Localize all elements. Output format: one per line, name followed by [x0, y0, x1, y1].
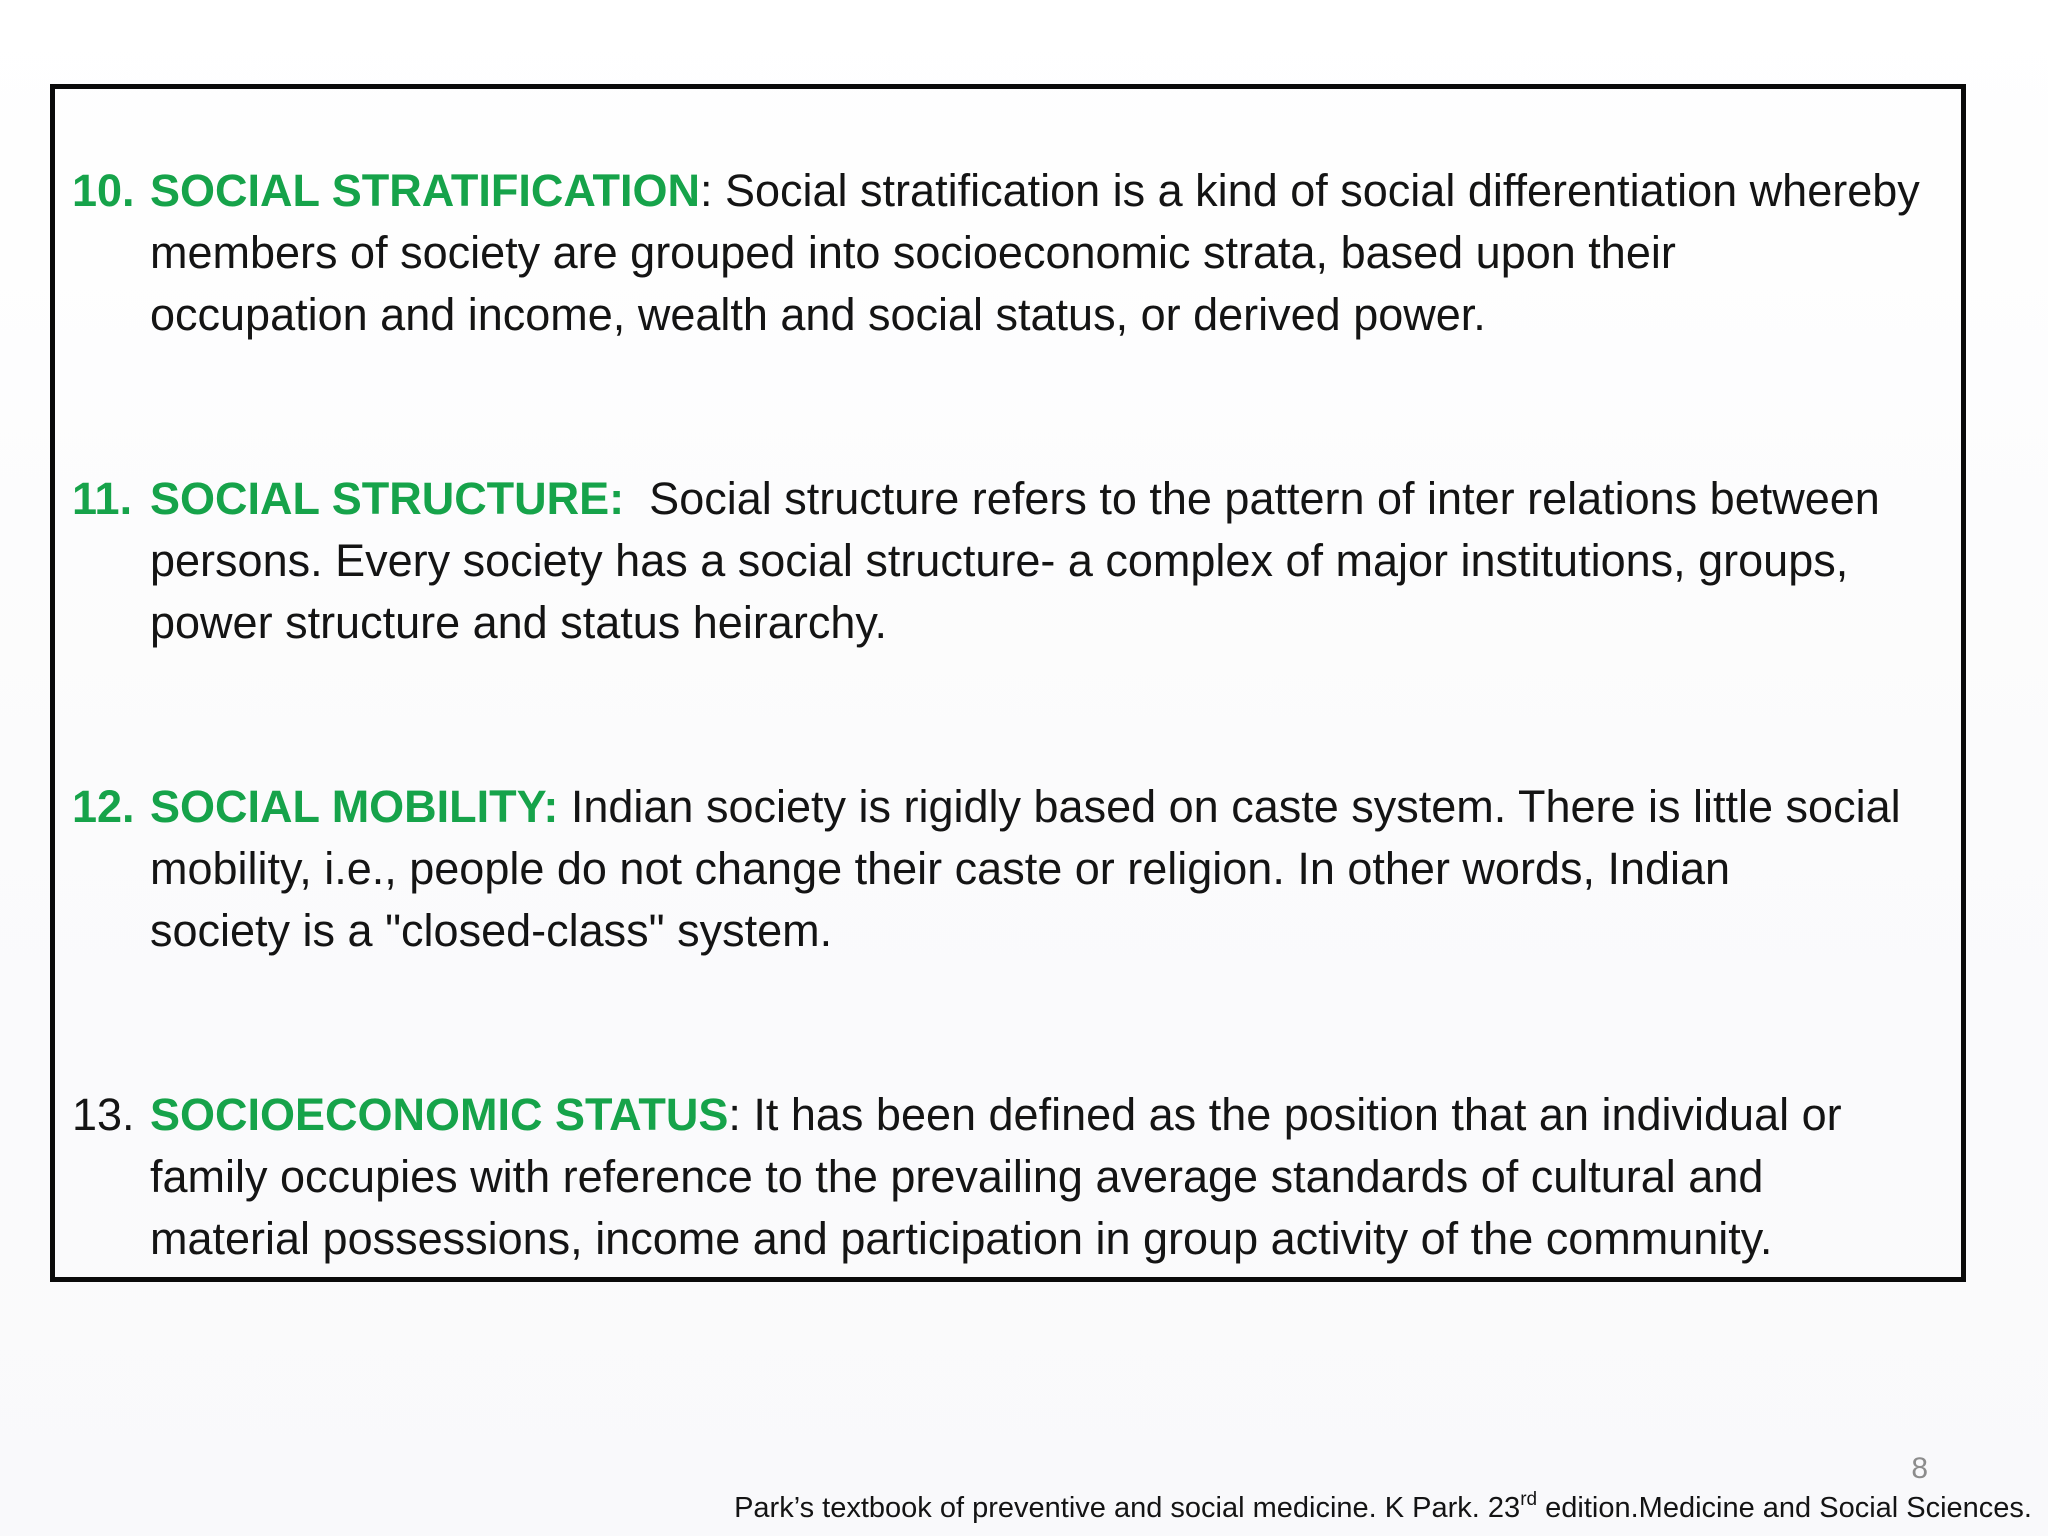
definition-text-line: mobility, i.e., people do not change their caste or religion. In other words, Indian — [150, 843, 1731, 894]
definition-item-social-stratification — [72, 160, 1952, 346]
definition-text: : It has been defined as the position that an individual or — [728, 1089, 1842, 1140]
definition-text: Social structure refers to the pattern of inter relations between — [624, 473, 1880, 524]
definition-first-line — [72, 468, 1952, 530]
item-number: 11. — [72, 473, 133, 524]
definition-term: SOCIOECONOMIC STATUS — [150, 1089, 729, 1140]
definition-text: : Social stratification is a kind of social differentiation whereby — [699, 165, 1920, 216]
item-number: 10. — [72, 165, 135, 216]
citation-text-end: edition.Medicine and Social Sciences. — [1537, 1492, 2032, 1524]
definition-first-line — [72, 776, 1952, 838]
item-number: 13. — [72, 1089, 135, 1140]
definition-text-line: occupation and income, wealth and social status, or derived power. — [150, 289, 1486, 340]
definition-text-line: material possessions, income and participation in group activity of the community. — [150, 1213, 1773, 1264]
definition-first-line — [72, 1084, 1952, 1146]
definition-first-line — [72, 160, 1952, 222]
citation-footer — [734, 1490, 2032, 1526]
definition-term: SOCIAL MOBILITY: — [150, 781, 559, 832]
definition-text-line: persons. Every society has a social structure- a complex of major institutions, groups, — [150, 535, 1849, 586]
citation-text: Park’s textbook of preventive and social medicine. K Park. 23 — [734, 1492, 1521, 1524]
definition-text-line: members of society are grouped into socioeconomic strata, based upon their — [150, 227, 1676, 278]
citation-superscript: rd — [1520, 1489, 1538, 1510]
definition-item-social-structure — [72, 468, 1952, 654]
page-number: 8 — [1911, 1452, 1928, 1485]
definition-item-social-mobility — [72, 776, 1952, 962]
definition-term: SOCIAL STRUCTURE: — [150, 473, 625, 524]
definition-item-socioeconomic-status — [72, 1084, 1952, 1270]
definition-text-line: society is a "closed-class" system. — [150, 905, 833, 956]
definition-text: Indian society is rigidly based on caste system. There is little social — [558, 781, 1901, 832]
definition-text-line: power structure and status heirarchy. — [150, 597, 888, 648]
definition-text-line: family occupies with reference to the prevailing average standards of cultural and — [150, 1151, 1764, 1202]
item-number: 12. — [72, 781, 135, 832]
definition-term: SOCIAL STRATIFICATION — [150, 165, 700, 216]
